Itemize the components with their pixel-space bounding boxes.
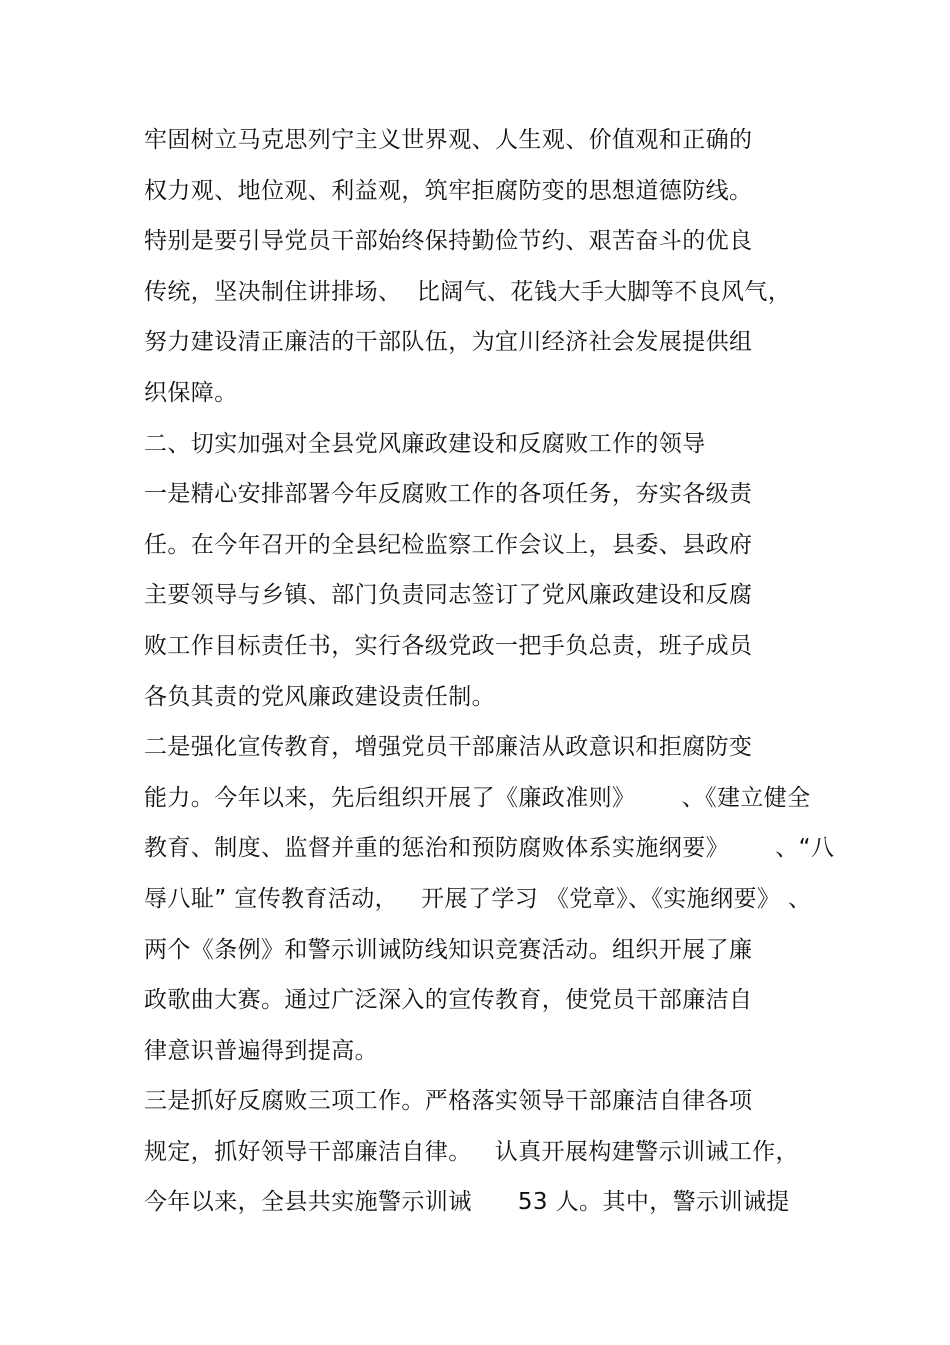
text-line: 传统，坚决制住讲排场、 比阔气、花钱大手大脚等不良风气，: [144, 278, 792, 305]
text-line: 规定，抓好领导干部廉洁自律。 认真开展构建警示训诫工作，: [144, 1138, 799, 1165]
text-line: 败工作目标责任书，实行各级党政一把手负总责，班子成员: [144, 632, 753, 659]
text-line: 政歌曲大赛。通过广泛深入的宣传教育，使党员干部廉洁自: [144, 987, 753, 1014]
text-line: 教育、制度、监督并重的惩治和预防腐败体系实施纲要》 、“八: [144, 835, 835, 862]
text-line: 今年以来，全县共实施警示训诫 53 人。其中，警示训诫提: [144, 1189, 790, 1216]
text-line: 一是精心安排部署今年反腐败工作的各项任务，夯实各级责: [144, 481, 753, 508]
section-heading: 二、切实加强对全县党风廉政建设和反腐败工作的领导: [144, 430, 706, 457]
text-line: 努力建设清正廉洁的干部队伍，为宜川经济社会发展提供组: [144, 329, 753, 356]
text-line: 权力观、地位观、利益观，筑牢拒腐防变的思想道德防线。: [144, 177, 753, 204]
text-line: 三是抓好反腐败三项工作。严格落实领导干部廉洁自律各项: [144, 1088, 753, 1115]
text-line: 牢固树立马克思列宁主义世界观、人生观、价值观和正确的: [144, 127, 753, 153]
text-line: 二是强化宣传教育，增强党员干部廉洁从政意识和拒腐防变: [144, 734, 753, 761]
text-line: 辱八耻” 宣传教育活动， 开展了学习 《党章》、《实施纲要》 、: [144, 885, 812, 912]
text-line: 律意识普遍得到提高。: [144, 1037, 378, 1064]
text-line: 织保障。: [144, 379, 238, 406]
text-line: 特别是要引导党员干部始终保持勤俭节约、艰苦奋斗的优良: [144, 228, 753, 255]
text-line: 两个《条例》和警示训诫防线知识竞赛活动。组织开展了廉: [144, 936, 753, 963]
document-body: [144, 122, 844, 1235]
text-line: 主要领导与乡镇、部门负责同志签订了党风廉政建设和反腐: [144, 582, 753, 609]
text-line: 各负其责的党风廉政建设责任制。: [144, 683, 495, 710]
text-line: 能力。今年以来，先后组织开展了《廉政准则》 、《建立健全: [144, 784, 811, 811]
text-line: 任。在今年召开的全县纪检监察工作会议上，县委、县政府: [144, 531, 753, 558]
